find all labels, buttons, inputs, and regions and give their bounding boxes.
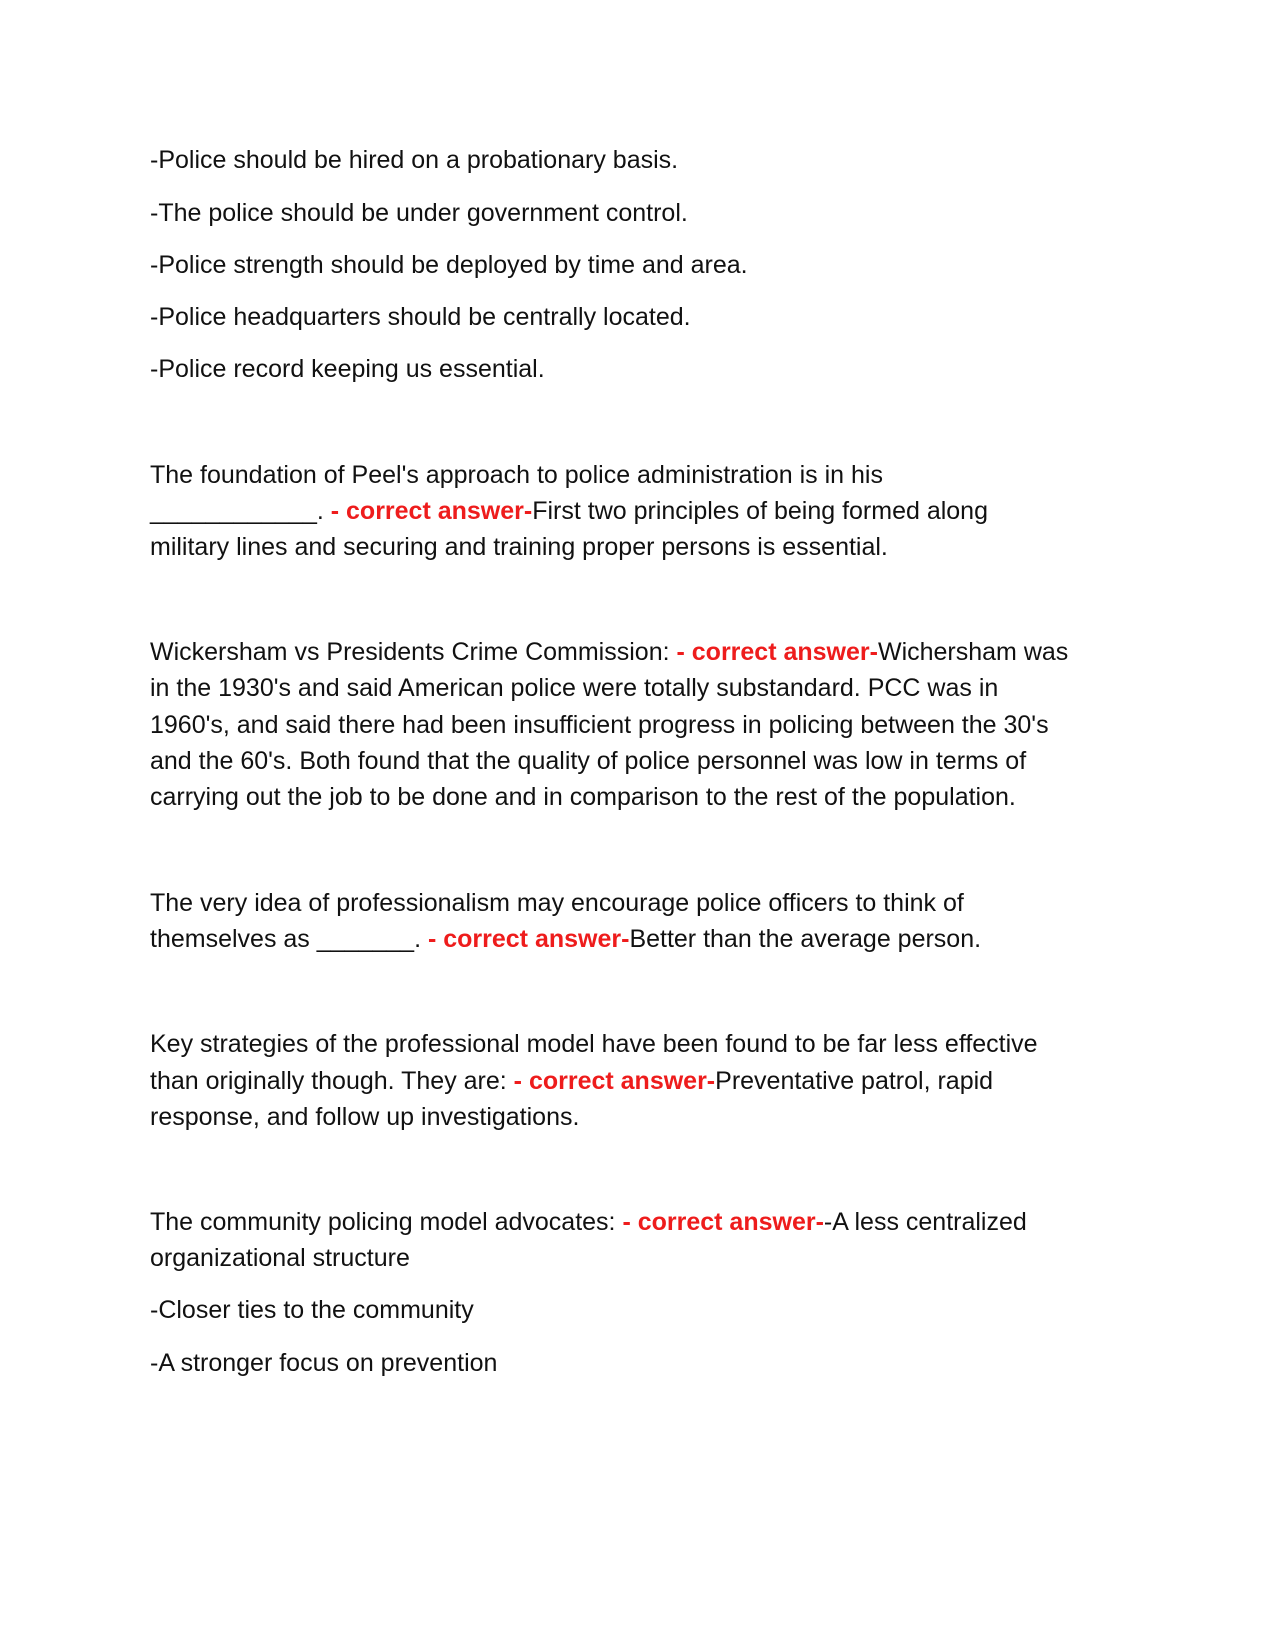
question-line bbox=[150, 1204, 1027, 1240]
question-text: than originally though. They are: bbox=[150, 1067, 514, 1095]
correct-answer-label: - correct answer- bbox=[513, 1067, 716, 1095]
answer-text: Better than the average person. bbox=[629, 925, 982, 953]
answer-line: response, and follow up investigations. bbox=[150, 1103, 580, 1131]
question-line bbox=[150, 634, 1068, 670]
question-line: The foundation of Peel's approach to police administration is in his bbox=[150, 461, 883, 489]
bullet-line: -A stronger focus on prevention bbox=[150, 1349, 498, 1377]
answer-line: organizational structure bbox=[150, 1244, 410, 1272]
question-line bbox=[150, 493, 988, 529]
question-text: Wickersham vs Presidents Crime Commission: bbox=[150, 638, 677, 666]
answer-line: 1960's, and said there had been insufficient progress in policing between the 30's bbox=[150, 711, 1049, 739]
answer-line: military lines and securing and training proper persons is essential. bbox=[150, 533, 888, 561]
bullet-line: -Police should be hired on a probationary basis. bbox=[150, 146, 679, 174]
question-line bbox=[150, 921, 981, 957]
bullet-line: -Closer ties to the community bbox=[150, 1296, 474, 1324]
answer-line: in the 1930's and said American police were totally substandard. PCC was in bbox=[150, 674, 999, 702]
correct-answer-label: - correct answer- bbox=[330, 497, 533, 525]
question-text: themselves as _______. bbox=[150, 925, 428, 953]
question-text: The community policing model advocates: bbox=[150, 1208, 623, 1236]
document-page bbox=[150, 0, 1125, 1650]
correct-answer-label: - correct answer- bbox=[622, 1208, 824, 1236]
bullet-line: -Police record keeping us essential. bbox=[150, 355, 545, 383]
answer-text: Preventative patrol, rapid bbox=[715, 1067, 994, 1095]
answer-text: First two principles of being formed along bbox=[532, 497, 988, 525]
question-line: Key strategies of the professional model have been found to be far less effective bbox=[150, 1030, 1038, 1058]
question-line: The very idea of professionalism may encourage police officers to think of bbox=[150, 889, 964, 917]
answer-line: and the 60's. Both found that the quality of police personnel was low in terms of bbox=[150, 747, 1027, 775]
bullet-line: -Police strength should be deployed by time and area. bbox=[150, 251, 748, 279]
correct-answer-label: - correct answer- bbox=[427, 925, 630, 953]
question-text: ____________. bbox=[150, 497, 331, 525]
correct-answer-label: - correct answer- bbox=[676, 638, 878, 666]
bullet-line: -The police should be under government control. bbox=[150, 199, 688, 227]
answer-text: -A less centralized bbox=[823, 1208, 1027, 1236]
bullet-line: -Police headquarters should be centrally located. bbox=[150, 303, 691, 331]
question-line bbox=[150, 1063, 993, 1099]
answer-text: Wichersham was bbox=[877, 638, 1069, 666]
answer-line: carrying out the job to be done and in comparison to the rest of the population. bbox=[150, 783, 1016, 811]
